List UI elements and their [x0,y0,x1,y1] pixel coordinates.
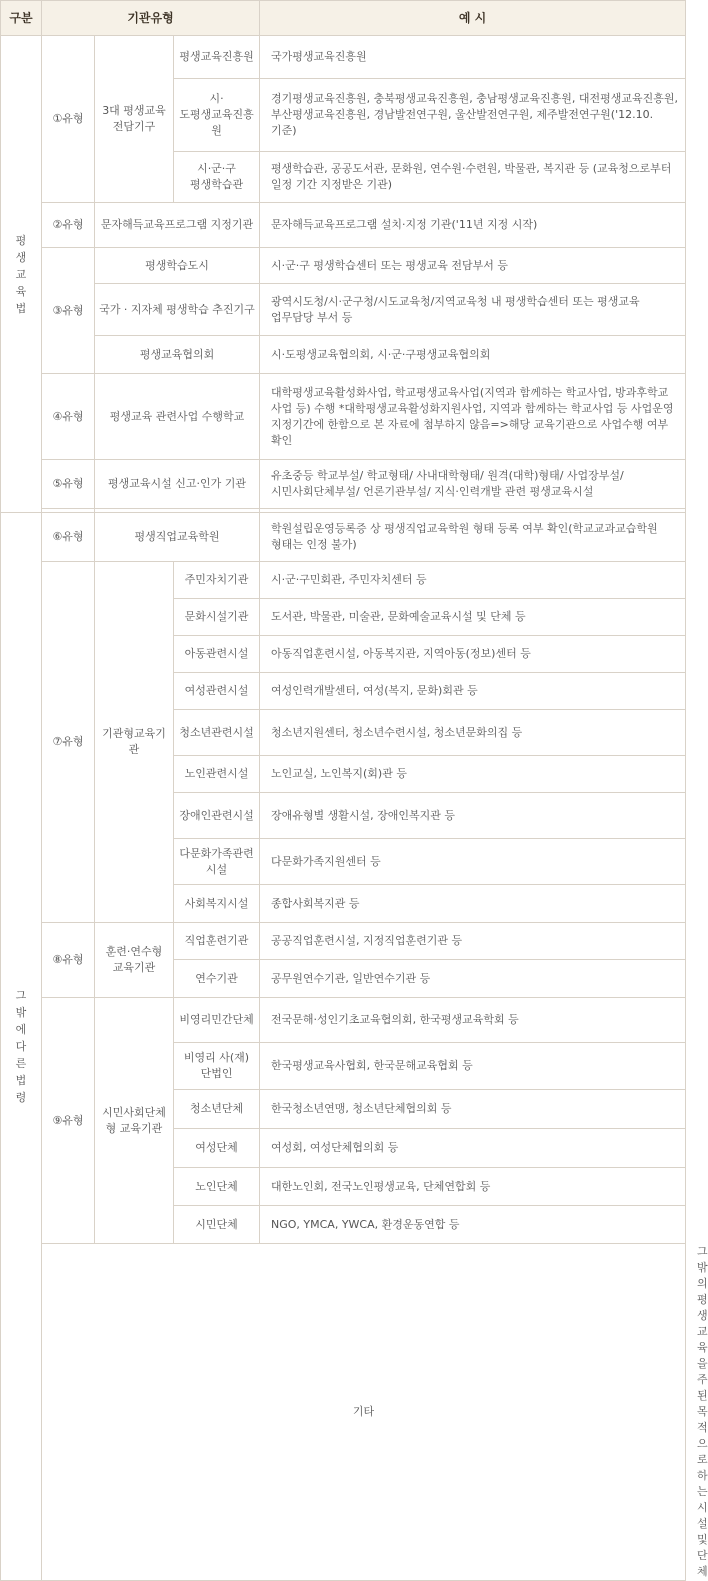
category-label: 시민사회단체형 교육기관 [95,998,174,1244]
category-label: 국가 · 지자체 평생학습 추진기구 [95,284,260,336]
subtype-label: 평생교육진흥원 [174,36,260,79]
table-row [1,374,686,460]
example-text: 노인교실, 노인복지(회)관 등 [260,756,686,793]
example-text: 한국청소년연맹, 청소년단체협의회 등 [260,1090,686,1129]
example-text: 국가평생교육진흥원 [260,36,686,79]
example-text: 여성인력개발센터, 여성(복지, 문화)회관 등 [260,673,686,710]
table-row [1,203,686,248]
category-label: 문자해득교육프로그램 지정기관 [95,203,260,248]
example-text: 평생학습관, 공공도서관, 문화원, 연수원·수련원, 박물관, 복지관 등 (교육청으로부터 일정 기간 지정받은 기관) [260,152,686,203]
subtype-label: 비영리민간단체 [174,998,260,1043]
header-row [1,1,686,36]
example-text: 문자해득교육프로그램 설치·지정 기관('11년 지정 시작) [260,203,686,248]
table-row [1,923,686,960]
example-text: NGO, YMCA, YWCA, 환경운동연합 등 [260,1206,686,1244]
type-label: ⑥유형 [42,513,95,562]
table-row [1,998,686,1043]
type-label: ⑤유형 [42,460,95,509]
example-text: 광역시도청/시·군구청/시도교육청/지역교육청 내 평생학습센터 또는 평생교육 업무담당 부서 등 [260,284,686,336]
table-row [1,336,686,374]
example-text: 청소년지원센터, 청소년수련시설, 청소년문화의집 등 [260,710,686,756]
example-text: 학원설립운영등록증 상 평생직업교육학원 형태 등록 여부 확인(학교교과교습학원 형태는 인정 불가) [260,513,686,562]
group-lifelong-education-act: 평생교육법 [1,36,42,513]
type-label: ①유형 [42,36,95,203]
subtype-label: 아동관련시설 [174,636,260,673]
example-text: 유초중등 학교부설/ 학교형태/ 사내대학형태/ 원격(대학)형태/ 사업장부설/ 시민사회단체부설/ 언론기관부설/ 지식·인력개발 관련 평생교육시설 [260,460,686,509]
category-label: 평생교육시설 신고·인가 기관 [95,460,260,509]
subtype-label: 사회복지시설 [174,885,260,923]
example-text: 장애유형별 생활시설, 장애인복지관 등 [260,793,686,839]
table-row: 기타 그 밖의 평생교육을 주된 목적으로 하는 시설 및 단체 [1,1244,686,1581]
subtype-label: 직업훈련기관 [174,923,260,960]
subtype-label: 여성관련시설 [174,673,260,710]
category-label: 기관형교육기관 [95,562,174,923]
example-text: 한국평생교육사협회, 한국문해교육협회 등 [260,1043,686,1090]
subtype-label: 주민자치기관 [174,562,260,599]
group-other-laws: 그밖에다른법령 [1,513,42,1581]
example-text: 시·도평생교육협의회, 시·군·구평생교육협의회 [260,336,686,374]
example-text: 공무원연수기관, 일반연수기관 등 [260,960,686,998]
category-label: 평생직업교육학원 [95,513,260,562]
category-label: 훈련·연수형 교육기관 [95,923,174,998]
subtype-label: 비영리 사(재)단법인 [174,1043,260,1090]
example-text: 도서관, 박물관, 미술관, 문화예술교육시설 및 단체 등 [260,599,686,636]
table-row [1,248,686,284]
type-label: ④유형 [42,374,95,460]
type-label: ③유형 [42,248,95,374]
example-text: 아동직업훈련시설, 아동복지관, 지역아동(정보)센터 등 [260,636,686,673]
example-text: 대한노인회, 전국노인평생교육, 단체연합회 등 [260,1168,686,1206]
example-text: 여성회, 여성단체협의회 등 [260,1129,686,1168]
example-text: 대학평생교육활성화사업, 학교평생교육사업(지역과 함께하는 학교사업, 방과후학교 사업 등) 수행 *대학평생교육활성화지원사업, 지역과 함께하는 학교사업 등 사업운영 지정기간에 한함으로 본 자료에 첨부하지 않음=>해당 교육기관으로 사업수행 여부 확인 [260,374,686,460]
category-label: 3대 평생교육 전담기구 [95,36,174,203]
example-text: 시·군·구 평생학습센터 또는 평생교육 전담부서 등 [260,248,686,284]
subtype-label: 시·군·구 평생학습관 [174,152,260,203]
type-label: ⑦유형 [42,562,95,923]
subtype-label: 장애인관련시설 [174,793,260,839]
type-label: ⑨유형 [42,998,95,1244]
table-row [1,513,686,562]
subtype-label: 연수기관 [174,960,260,998]
subtype-label: 노인단체 [174,1168,260,1206]
subtype-label: 시민단체 [174,1206,260,1244]
category-label: 평생학습도시 [95,248,260,284]
example-text: 시·군·구민회관, 주민자치센터 등 [260,562,686,599]
subtype-label: 청소년관련시설 [174,710,260,756]
header-examples: 예 시 [260,1,686,36]
category-label: 평생교육 관련사업 수행학교 [95,374,260,460]
table-row [1,460,686,509]
table-row [1,36,686,79]
header-institution-type: 기관유형 [42,1,260,36]
type-label: ⑧유형 [42,923,95,998]
subtype-label: 노인관련시설 [174,756,260,793]
subtype-label: 시·도평생교육진흥원 [174,79,260,152]
subtype-label: 다문화가족관련시설 [174,839,260,885]
table-row [1,284,686,336]
example-text: 다문화가족지원센터 등 [260,839,686,885]
subtype-label: 문화시설기관 [174,599,260,636]
example-text: 공공직업훈련시설, 지정직업훈련기관 등 [260,923,686,960]
subtype-label: 청소년단체 [174,1090,260,1129]
type-label: ②유형 [42,203,95,248]
example-text: 종합사회복지관 등 [260,885,686,923]
category-label: 평생교육협의회 [95,336,260,374]
subtype-label: 여성단체 [174,1129,260,1168]
example-text: 전국문해·성인기초교육협의회, 한국평생교육학회 등 [260,998,686,1043]
header-category: 구분 [1,1,42,36]
table-row [1,562,686,599]
category-other: 기타 [42,1244,686,1581]
example-text: 경기평생교육진흥원, 충북평생교육진흥원, 충남평생교육진흥원, 대전평생교육진흥원, 부산평생교육진흥원, 경남발전연구원, 울산발전연구원, 제주발전연구원('12.10. 기준) [260,79,686,152]
